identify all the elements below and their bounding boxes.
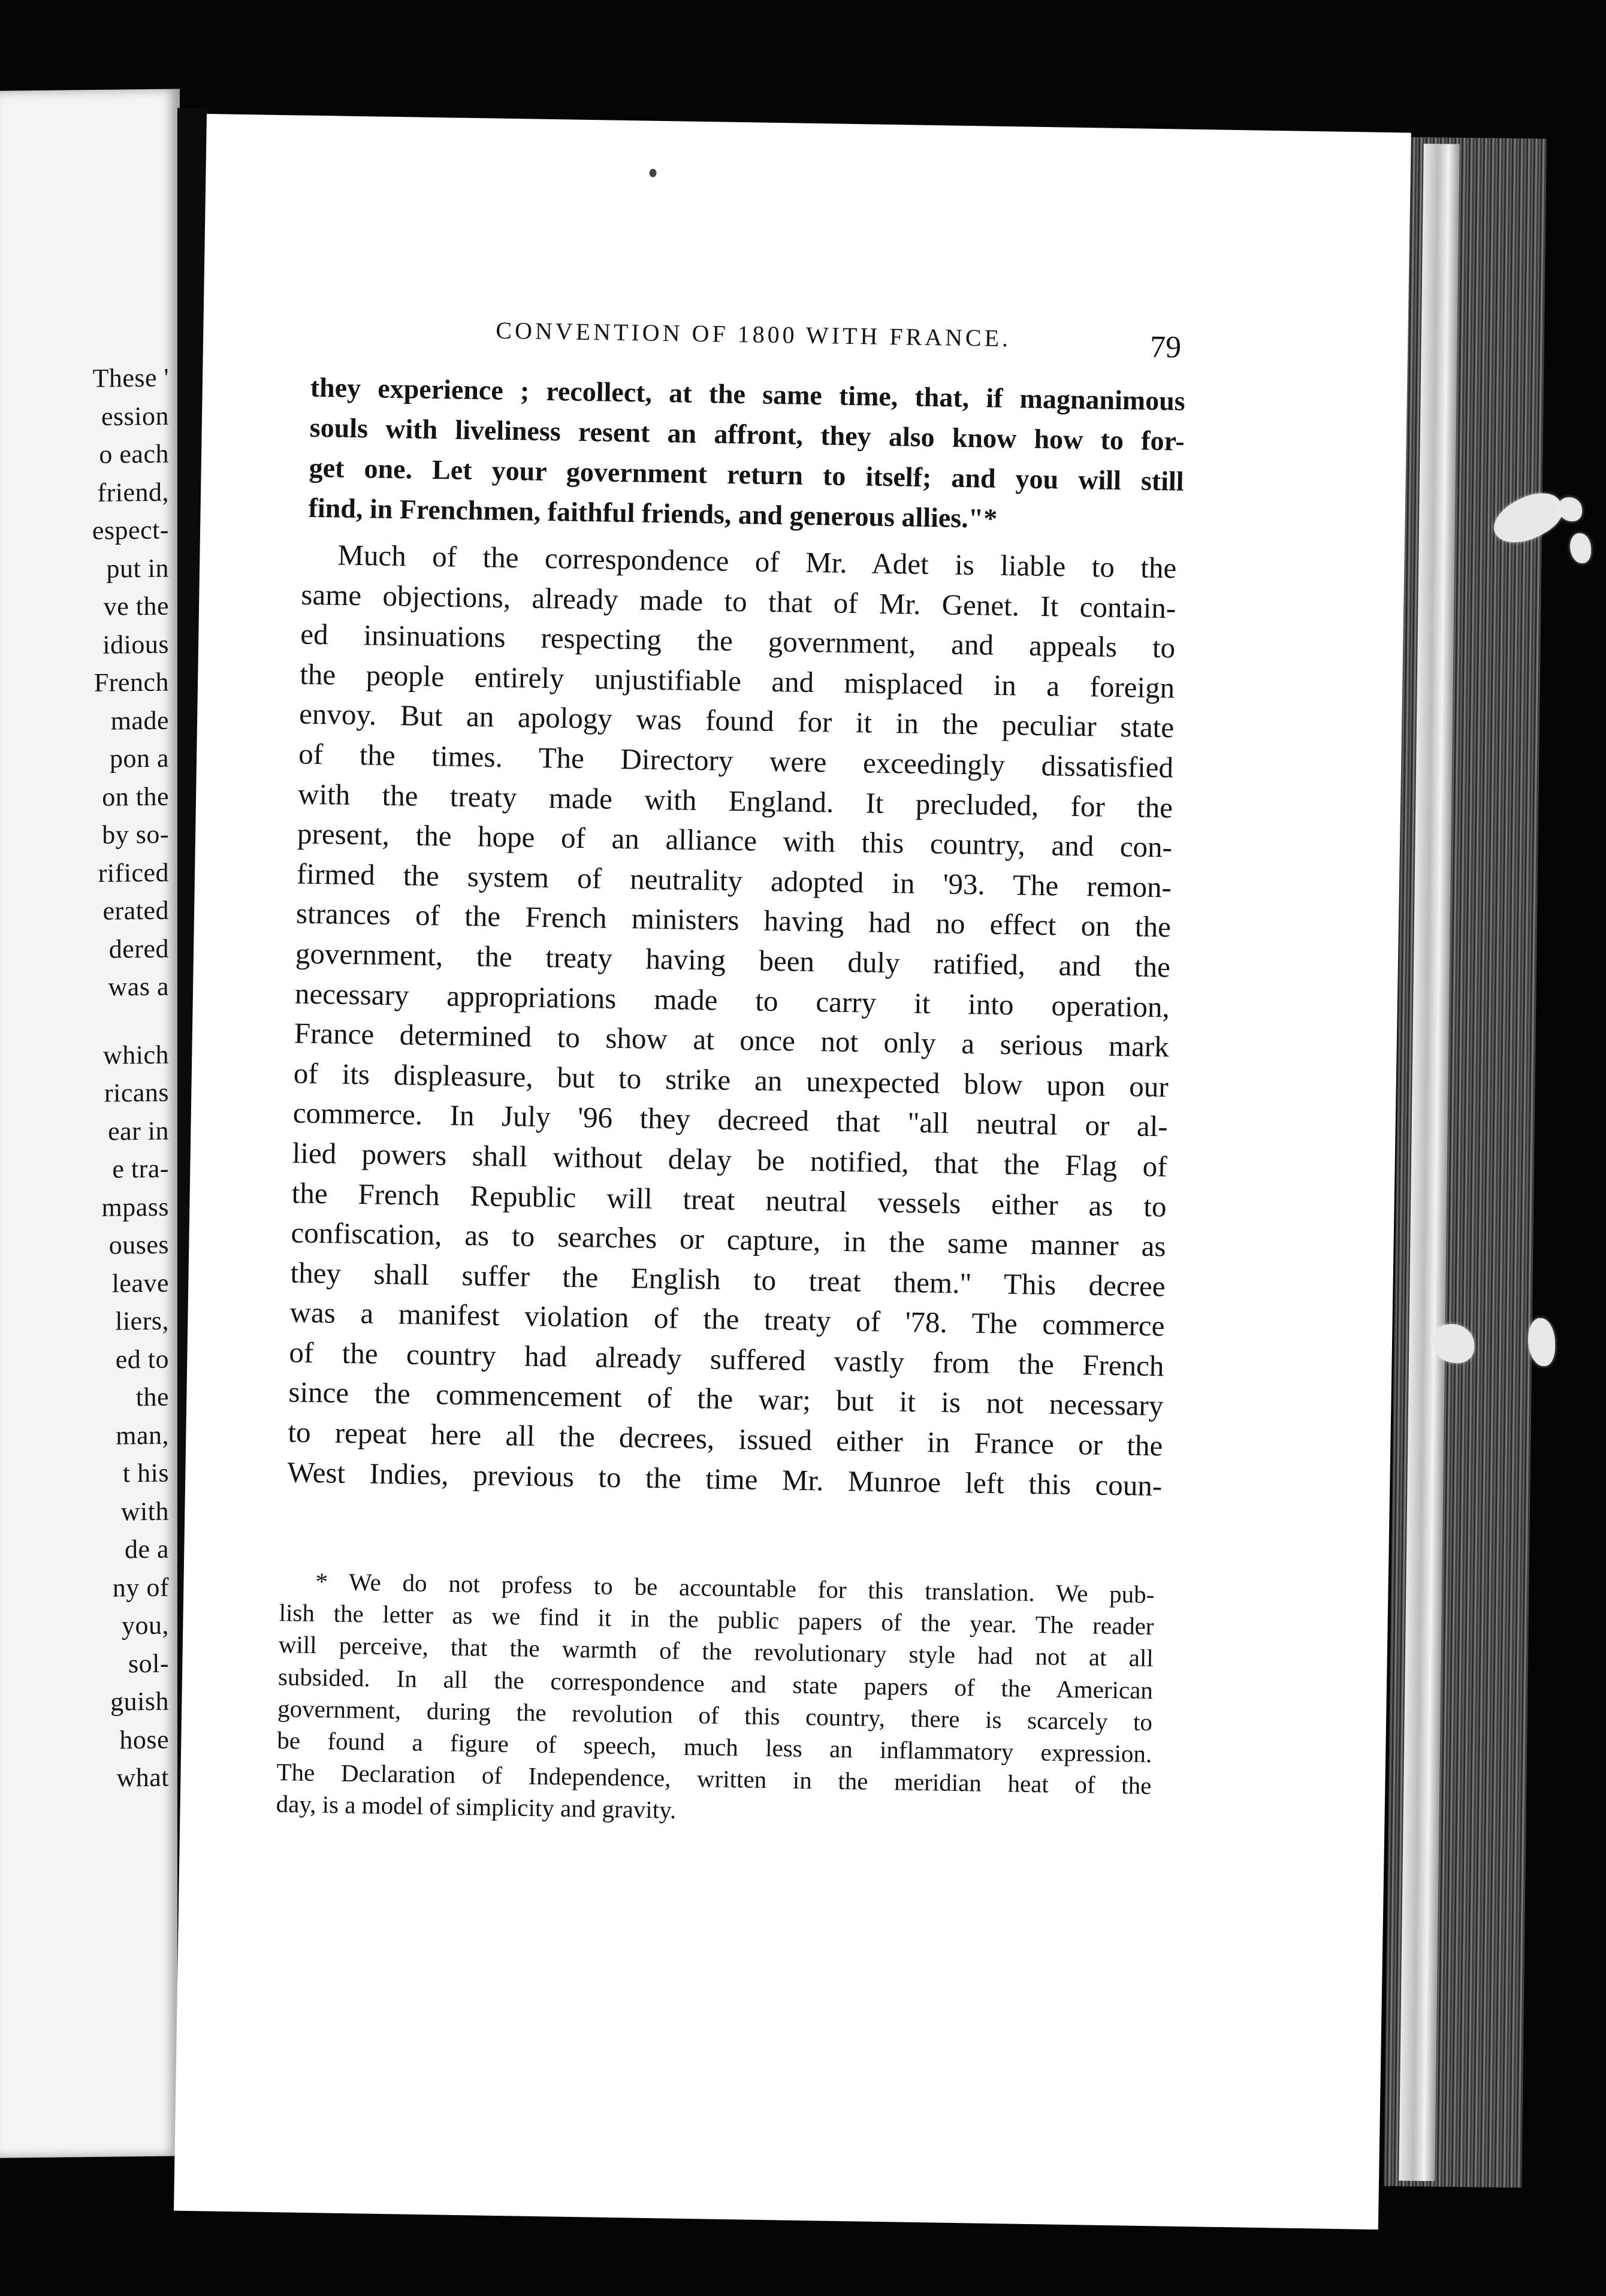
facing-line: ession <box>101 401 169 431</box>
ink-dot <box>649 169 656 177</box>
body-line: confiscation, as to searches or capture, in the same manner as <box>291 1216 1166 1263</box>
quote-line: they experience ; recollect, at the same time, that, if magnanimous <box>310 371 1186 416</box>
facing-line: ouses <box>108 1229 169 1260</box>
quoted-letter-end <box>308 367 1185 542</box>
facing-line: on the <box>102 781 169 812</box>
body-line: was a manifest violation of the treaty of '78. The commerce <box>289 1295 1165 1343</box>
footnote-line: will perceive, that the warmth of the revolutionary style had not at all <box>278 1630 1154 1672</box>
facing-line: dered <box>108 933 169 964</box>
footnote-line: subsided. In all the correspondence and state papers of the American <box>277 1662 1154 1704</box>
facing-line: French <box>93 667 169 697</box>
facing-line: was a <box>108 971 169 1002</box>
body-line: since the commencement of the war; but it is not necessary <box>288 1375 1164 1422</box>
facing-line: guish <box>110 1686 169 1717</box>
facing-line: made <box>110 705 169 736</box>
facing-page-text <box>92 359 169 1797</box>
facing-line: what <box>116 1762 169 1793</box>
body-line: to repeat here all the decrees, issued either in France or the <box>288 1415 1163 1463</box>
facing-line: idious <box>102 629 169 660</box>
body-line: France determined to show at once not only a serious mark <box>294 1016 1170 1064</box>
facing-line: with <box>120 1496 169 1526</box>
footnote <box>276 1565 1155 1834</box>
facing-line: ear in <box>108 1116 169 1146</box>
edge-blemish <box>1528 1318 1555 1366</box>
facing-line: sol- <box>128 1648 169 1678</box>
body-line: of the country had already suffered vastly from the French <box>289 1336 1164 1383</box>
body-line: Much of the correspondence of Mr. Adet is liable to the <box>337 538 1177 585</box>
footnote-line: lish the letter as we find it in the public papers of the year. The reader <box>279 1599 1154 1641</box>
body-line: government, the treaty having been duly ratified, and the <box>295 936 1171 984</box>
footnote-line: day, is a model of simplicity and gravity. <box>276 1790 677 1824</box>
facing-line: by so- <box>102 819 169 850</box>
body-paragraph <box>287 535 1177 1506</box>
facing-line: de a <box>124 1534 169 1564</box>
body-line: of its displeasure, but to strike an unexpected blow upon our <box>293 1056 1169 1104</box>
footnote-line: government, during the revolution of this country, there is scarcely to <box>277 1694 1153 1736</box>
facing-line: mpass <box>101 1192 169 1222</box>
facing-line: man, <box>116 1420 169 1451</box>
page-number: 79 <box>1149 330 1182 365</box>
facing-line: ve the <box>103 591 169 621</box>
facing-line: t his <box>122 1458 169 1488</box>
body-line: the people entirely unjustifiable and misplaced in a foreign <box>299 657 1175 705</box>
body-line: envoy. But an apology was found for it in the peculiar state <box>298 697 1175 744</box>
facing-line: you, <box>122 1610 169 1641</box>
facing-line: ny of <box>112 1572 169 1603</box>
facing-line: which <box>102 1040 169 1070</box>
facing-page <box>0 89 180 2158</box>
facing-line: These ' <box>92 362 169 393</box>
body-line: the French Republic will treat neutral vessels either as to <box>291 1176 1167 1223</box>
body-line: same objections, already made to that of Mr. Genet. It contain- <box>300 578 1176 625</box>
facing-line: friend, <box>97 477 169 507</box>
facing-line: espect- <box>92 515 169 545</box>
facing-line: the <box>135 1382 169 1412</box>
footnote-line: * We do not profess to be accountable for this translation. We pub- <box>315 1567 1155 1609</box>
facing-line: liers, <box>115 1306 169 1336</box>
facing-line: rificed <box>98 857 169 888</box>
body-line: lied powers shall without delay be notified, that the Flag of <box>292 1136 1168 1183</box>
footnote-line: The Declaration of Independence, written in the meridian heat of the <box>276 1758 1152 1800</box>
quote-line: find, in Frenchmen, faithful friends, and generous allies."* <box>308 492 998 534</box>
quote-line: get one. Let your government return to itself; and you will still <box>309 452 1184 497</box>
edge-blemish <box>1558 497 1582 521</box>
facing-line: e tra- <box>112 1153 169 1184</box>
body-line: ed insinuations respecting the government, and appeals to <box>300 617 1176 664</box>
facing-line: leave <box>111 1268 169 1298</box>
body-line: commerce. In July '96 they decreed that "all neutral or al- <box>292 1096 1169 1143</box>
body-line: strances of the French ministers having had no effect on the <box>295 896 1172 944</box>
facing-line: hose <box>119 1724 169 1754</box>
body-line: present, the hope of an alliance with this country, and con- <box>297 817 1173 864</box>
facing-line: put in <box>106 553 169 584</box>
body-line: firmed the system of neutrality adopted in '93. The remon- <box>296 857 1172 904</box>
running-head: CONVENTION OF 1800 WITH FRANCE. <box>496 316 1012 352</box>
facing-line: pon a <box>109 743 169 774</box>
quote-line: souls with liveliness resent an affront, they also know how to for- <box>309 412 1185 457</box>
body-line: of the times. The Directory were exceedingly dissatisfied <box>298 737 1174 784</box>
footnote-line: be found a figure of speech, much less an inflammatory expression. <box>277 1726 1152 1768</box>
facing-line: erated <box>102 895 169 926</box>
main-page <box>174 114 1411 2229</box>
facing-line: ed to <box>115 1344 169 1374</box>
edge-blemish <box>1570 533 1591 563</box>
body-line: West Indies, previous to the time Mr. Munroe left this coun- <box>286 1455 1163 1502</box>
body-line: with the treaty made with England. It precluded, for the <box>297 777 1173 824</box>
body-line: necessary appropriations made to carry it into operation, <box>294 977 1170 1023</box>
facing-line: ricans <box>104 1077 169 1108</box>
body-line: they shall suffer the English to treat them." This decree <box>290 1256 1166 1303</box>
facing-line: o each <box>99 439 169 469</box>
